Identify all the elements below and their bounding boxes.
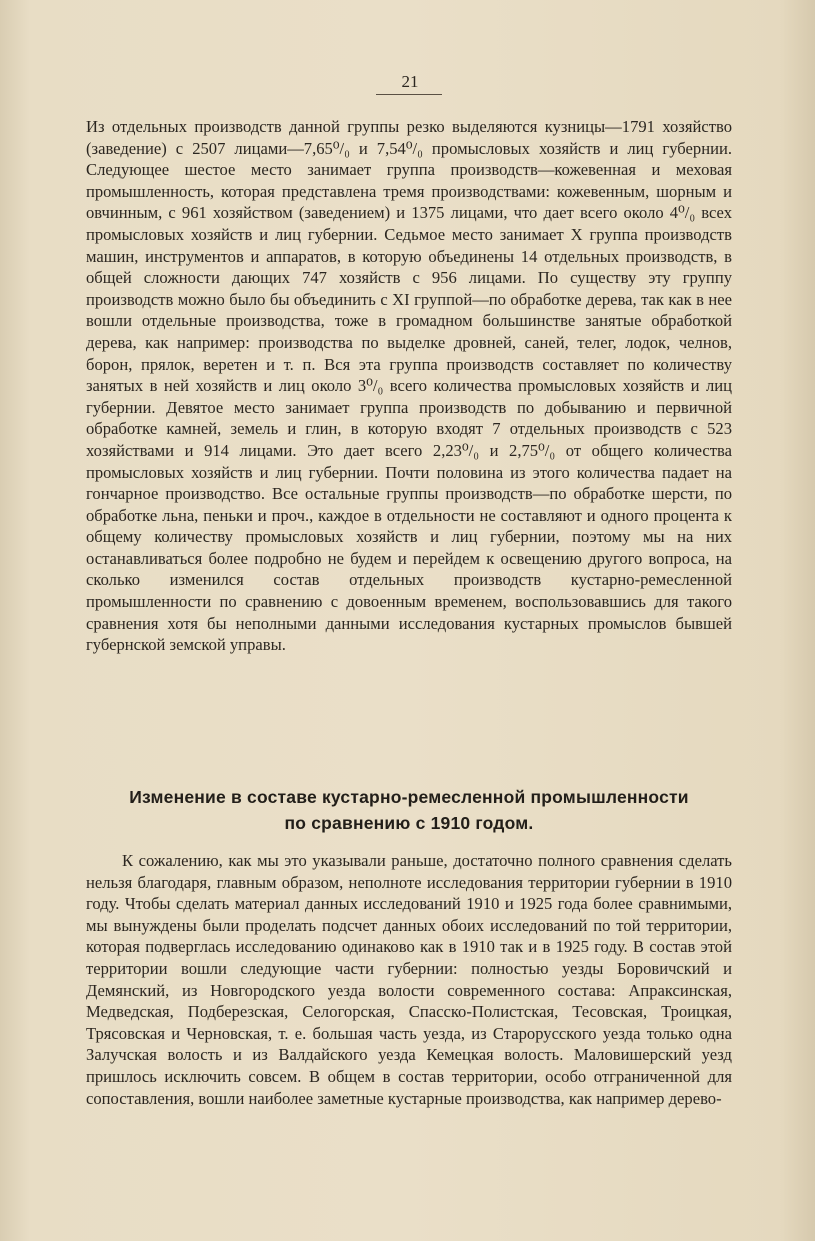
paragraph-1: Из отдельных производств данной группы резко выделяются кузницы—1791 хозяйство (заведение) с 2507 лицами—7,65⁰/₀ и 7,54⁰/₀ промысловых хозяйств и лиц губернии. Следующее шестое место занимает группа производств—кожевенная и меховая промышленность, которая представлена тремя производствами: кожевенным, шорным и овчинным, с 961 хозяйством (заведением) и 1375 лицами, что дает всего около 4⁰/₀ всех промысловых хозяйств и лиц губернии. Седьмое место занимает X группа производств машин, инструментов и аппаратов, в которую объединены 14 отдельных производств, в общей сложности дающих 747 хозяйств с 956 лицами. По существу эту группу производств можно было бы объединить с XI группой—по обработке дерева, так как в нее вошли отдельные производства, тоже в громадном большинстве занятые обработкой дерева, как например: производства по выделке дровней, саней, телег, лодок, челнов, борон, прялок, веретен и т. п. Вся эта группа производств составляет по количеству занятых в ней хозяйств и лиц около 3⁰/₀ всего количества промысловых хозяйств и лиц губернии. Девятое место занимает группа производств по добыванию и первичной обработке камней, земель и глин, в которую входят 7 отдельных производств с 523 хозяйствами и 914 лицами. Это дает всего 2,23⁰/₀ и 2,75⁰/₀ от общего количества промысловых хозяйств и лиц губернии. Почти половина из этого количества падает на гончарное производство. Все остальные группы производств—по обработке шерсти, по обработке льна, пеньки и проч., каждое в отдельности не составляют и одного процента к общему количеству промысловых хозяйств и лиц губернии, поэтому мы на них останавливаться более подробно не будем и перейдем к освещению другого вопроса, на сколько изменился состав отдельных производств кустарно-ремесленной промышленности по сравнению с довоенным временем, воспользовавшись для такого сравнения хотя бы неполными данными исследования кустарных промыслов бывшей губернской земской управы. [86, 117, 732, 655]
section-heading-line-1: Изменение в составе кустарно-ремесленной промышленности [129, 787, 689, 807]
paragraph-2: К сожалению, как мы это указывали раньше, достаточно полного сравнения сделать нельзя благодаря, главным образом, неполноте исследования территории губернии в 1910 году. Чтобы сделать материал данных исследований 1910 и 1925 года более сравнимыми, мы вынуждены были проделать подсчет данных обоих исследований по той территории, которая подверглась исследованию одинаково как в 1910 так и в 1925 году. В состав этой территории вошли следующие части губернии: полностью уезды Боровичский и Демянский, из Новгородского уезда волости современного состава: Апраксинская, Медведская, Подберезская, Селогорская, Спасско-Полистская, Тесовская, Троицкая, Трясовская и Черновская, т. е. большая часть уезда, из Старорусского уезда только одна Залучская волость и из Валдайского уезда Кемецкая волость. Маловишерский уезд пришлось исключить совсем. В общем в состав территории, особо отграниченной для сопоставления, вошли наиболее заметные кустарные производства, как например дерево- [86, 851, 732, 1108]
page-number: 21 [401, 72, 419, 91]
page-number-underline [376, 94, 442, 95]
section-heading [86, 784, 732, 836]
section-heading-line-2: по сравнению с 1910 годом. [284, 813, 534, 833]
